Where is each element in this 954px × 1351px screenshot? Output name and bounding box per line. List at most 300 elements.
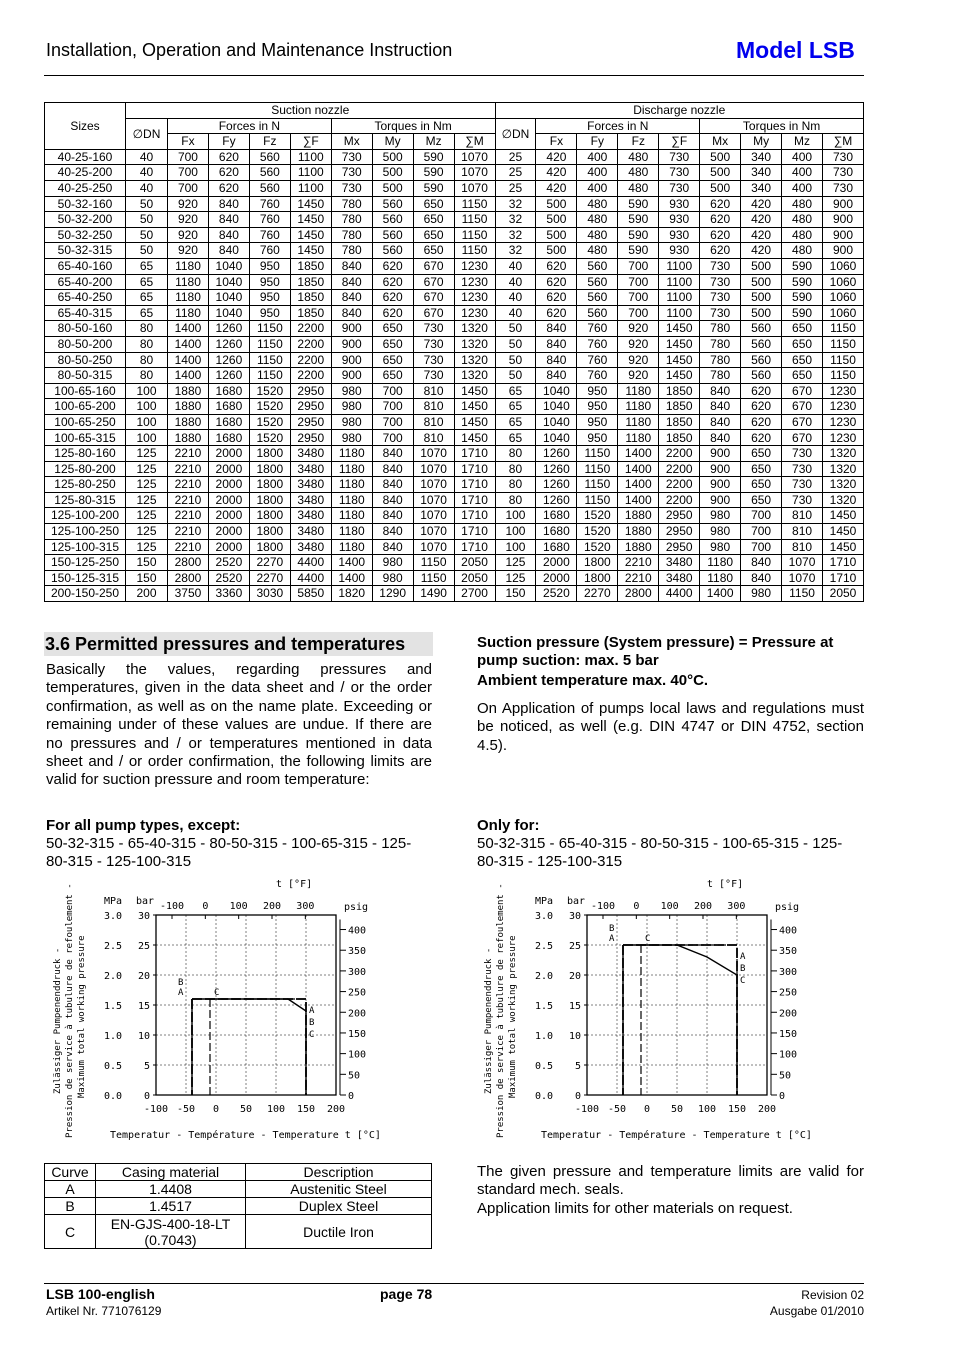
value-cell: 950 <box>249 305 290 321</box>
value-cell: 100 <box>126 383 168 399</box>
value-cell: 50 <box>495 352 536 368</box>
value-cell: 620 <box>536 305 577 321</box>
value-cell: 1880 <box>168 383 209 399</box>
value-cell: 620 <box>372 290 413 306</box>
mpa-tick-label: 0.5 <box>534 1061 553 1072</box>
value-cell: 1260 <box>536 492 577 508</box>
value-cell: 100 <box>126 414 168 430</box>
value-cell: 1880 <box>618 508 659 524</box>
table-row <box>45 305 864 321</box>
value-cell: 1490 <box>413 586 454 602</box>
curve-cell: C <box>45 1215 96 1249</box>
description-header: Description <box>246 1164 432 1181</box>
suction-dn-header: ∅DN <box>126 118 168 149</box>
value-cell: 560 <box>249 149 290 165</box>
value-cell: 340 <box>741 149 782 165</box>
value-cell: 1060 <box>823 258 864 274</box>
table-row <box>45 570 864 586</box>
value-cell: 900 <box>700 446 741 462</box>
value-cell: 730 <box>413 352 454 368</box>
value-cell: 1150 <box>577 461 618 477</box>
value-cell: 80 <box>126 336 168 352</box>
value-cell: 400 <box>782 165 823 181</box>
value-cell: 560 <box>577 305 618 321</box>
value-cell: 1180 <box>331 539 372 555</box>
value-cell: 1800 <box>249 524 290 540</box>
value-cell: 1520 <box>249 414 290 430</box>
value-cell: 500 <box>741 258 782 274</box>
value-cell: 50 <box>495 368 536 384</box>
value-cell: 1290 <box>372 586 413 602</box>
component-header-row <box>45 134 864 150</box>
value-cell: 900 <box>331 321 372 337</box>
value-cell: 1150 <box>454 212 495 228</box>
value-cell: 1070 <box>454 180 495 196</box>
seal-limits-note: The given pressure and temperature limits are valid for standard mech. seals. <box>477 1163 864 1199</box>
value-cell: 1150 <box>454 227 495 243</box>
value-cell: 730 <box>700 305 741 321</box>
value-cell: 3480 <box>290 446 331 462</box>
value-cell: 1520 <box>577 539 618 555</box>
bar-tick-label: 25 <box>137 941 150 952</box>
value-cell: 670 <box>413 305 454 321</box>
value-cell: 1180 <box>168 290 209 306</box>
value-cell: 1400 <box>168 321 209 337</box>
value-cell: 2950 <box>290 399 331 415</box>
value-cell: 840 <box>536 336 577 352</box>
value-cell: 1520 <box>249 383 290 399</box>
value-cell: 1180 <box>618 383 659 399</box>
value-cell: 2700 <box>454 586 495 602</box>
value-cell: 730 <box>700 274 741 290</box>
mpa-tick-label: 1.0 <box>103 1031 122 1042</box>
table-row <box>45 508 864 524</box>
value-cell: 780 <box>700 336 741 352</box>
size-cell: 100-65-160 <box>45 383 126 399</box>
value-cell: 1180 <box>700 570 741 586</box>
value-cell: 1680 <box>208 430 249 446</box>
value-cell: 80 <box>495 492 536 508</box>
y-side-label: Pression de service à tubulure de refoulement - <box>65 883 75 1138</box>
discharge-forces-header: Forces in N <box>536 118 700 134</box>
value-cell: 950 <box>577 383 618 399</box>
value-cell: 1230 <box>454 305 495 321</box>
table-row <box>45 227 864 243</box>
value-cell: 40 <box>495 305 536 321</box>
value-cell: 930 <box>659 212 700 228</box>
value-cell: 980 <box>331 399 372 415</box>
table-row <box>45 539 864 555</box>
material-cell: 1.4408 <box>96 1181 246 1198</box>
value-cell: 1400 <box>168 352 209 368</box>
value-cell: 1400 <box>700 586 741 602</box>
value-cell: 1880 <box>168 414 209 430</box>
value-cell: 1100 <box>659 258 700 274</box>
value-cell: 1070 <box>782 555 823 571</box>
value-cell: 1150 <box>413 555 454 571</box>
value-cell: 150 <box>126 570 168 586</box>
value-cell: 2950 <box>290 414 331 430</box>
value-cell: 400 <box>577 180 618 196</box>
value-cell: 1400 <box>168 368 209 384</box>
value-cell: 1100 <box>659 290 700 306</box>
value-cell: 840 <box>208 227 249 243</box>
value-cell: 780 <box>700 352 741 368</box>
value-cell: 1230 <box>454 290 495 306</box>
size-cell: 125-80-250 <box>45 477 126 493</box>
value-cell: 760 <box>249 227 290 243</box>
value-cell: 2000 <box>536 570 577 586</box>
value-cell: 125 <box>495 555 536 571</box>
value-cell: 1800 <box>249 477 290 493</box>
series-label-c: C <box>214 988 220 998</box>
table-row <box>45 321 864 337</box>
value-cell: 620 <box>700 227 741 243</box>
value-cell: 1450 <box>823 539 864 555</box>
bar-tick-label: 10 <box>568 1031 581 1042</box>
footer-doc-id: LSB 100-english <box>46 1286 155 1302</box>
value-cell: 920 <box>618 321 659 337</box>
value-cell: 2200 <box>290 368 331 384</box>
value-cell: 1800 <box>249 461 290 477</box>
value-cell: 2000 <box>208 492 249 508</box>
value-cell: 650 <box>413 243 454 259</box>
value-cell: 1320 <box>823 446 864 462</box>
value-cell: 650 <box>372 321 413 337</box>
value-cell: 125 <box>126 508 168 524</box>
value-cell: 4400 <box>290 555 331 571</box>
value-cell: 2950 <box>290 383 331 399</box>
material-cell: 1.4517 <box>96 1198 246 1215</box>
value-cell: 1260 <box>536 446 577 462</box>
value-cell: 840 <box>741 555 782 571</box>
value-cell: 1040 <box>536 414 577 430</box>
value-cell: 1800 <box>249 446 290 462</box>
value-cell: 730 <box>782 492 823 508</box>
value-cell: 900 <box>700 461 741 477</box>
value-cell: 1680 <box>536 508 577 524</box>
value-cell: 200 <box>126 586 168 602</box>
value-cell: 620 <box>208 165 249 181</box>
value-cell: 1680 <box>536 524 577 540</box>
regulations-note: On Application of pumps local laws and regulations must be noticed, as well (e.g. DIN 4747 or DIN 4752, section 4.5). <box>477 700 864 754</box>
mpa-tick-label: 2.5 <box>103 941 122 952</box>
value-cell: 480 <box>577 196 618 212</box>
value-cell: 1400 <box>618 446 659 462</box>
value-cell: 1850 <box>290 258 331 274</box>
value-cell: 2210 <box>168 446 209 462</box>
value-cell: 840 <box>331 290 372 306</box>
value-cell: 50 <box>126 196 168 212</box>
series-line-c <box>210 999 306 1095</box>
value-cell: 650 <box>782 321 823 337</box>
size-cell: 80-50-250 <box>45 352 126 368</box>
table-row <box>45 243 864 259</box>
component-header: Fy <box>577 134 618 150</box>
value-cell: 980 <box>741 586 782 602</box>
fahrenheit-tick-label: 0 <box>202 901 209 912</box>
size-cell: 40-25-250 <box>45 180 126 196</box>
psig-axis-label: psig <box>775 902 800 913</box>
value-cell: 670 <box>413 258 454 274</box>
table-row <box>45 446 864 462</box>
bar-axis-label: bar <box>136 896 155 907</box>
size-cell: 50-32-200 <box>45 212 126 228</box>
value-cell: 730 <box>782 477 823 493</box>
materials-request-note: Application limits for other materials on request. <box>477 1200 793 1217</box>
value-cell: 1450 <box>290 243 331 259</box>
value-cell: 730 <box>659 149 700 165</box>
mpa-tick-label: 3.0 <box>534 911 553 922</box>
y-side-label: Maximum total working pressure <box>508 935 518 1098</box>
materials-table <box>44 1163 432 1249</box>
value-cell: 590 <box>413 149 454 165</box>
curve-header: Curve <box>45 1164 96 1181</box>
table-row <box>45 274 864 290</box>
value-cell: 900 <box>823 196 864 212</box>
mpa-tick-label: 0.5 <box>103 1061 122 1072</box>
value-cell: 1450 <box>659 368 700 384</box>
value-cell: 1150 <box>249 352 290 368</box>
value-cell: 80 <box>495 477 536 493</box>
value-cell: 1320 <box>454 321 495 337</box>
mpa-tick-label: 3.0 <box>103 911 122 922</box>
value-cell: 700 <box>618 258 659 274</box>
value-cell: 1450 <box>659 352 700 368</box>
value-cell: 670 <box>782 414 823 430</box>
value-cell: 1150 <box>782 586 823 602</box>
value-cell: 650 <box>741 492 782 508</box>
y-side-label: Zulässiger Pumpenenddruck - <box>484 947 494 1094</box>
value-cell: 730 <box>700 290 741 306</box>
value-cell: 1850 <box>659 399 700 415</box>
value-cell: 480 <box>618 165 659 181</box>
value-cell: 1260 <box>536 477 577 493</box>
value-cell: 2050 <box>454 555 495 571</box>
value-cell: 650 <box>413 212 454 228</box>
component-header: Fx <box>536 134 577 150</box>
value-cell: 980 <box>700 524 741 540</box>
value-cell: 590 <box>782 258 823 274</box>
value-cell: 2050 <box>454 570 495 586</box>
component-header: ∑F <box>290 134 331 150</box>
value-cell: 1320 <box>823 477 864 493</box>
table-row <box>45 212 864 228</box>
value-cell: 400 <box>577 165 618 181</box>
value-cell: 480 <box>577 227 618 243</box>
value-cell: 500 <box>372 149 413 165</box>
value-cell: 590 <box>618 196 659 212</box>
value-cell: 2050 <box>823 586 864 602</box>
value-cell: 560 <box>741 352 782 368</box>
value-cell: 1060 <box>823 290 864 306</box>
value-cell: 2000 <box>208 461 249 477</box>
value-cell: 840 <box>536 368 577 384</box>
value-cell: 1880 <box>618 524 659 540</box>
value-cell: 650 <box>741 461 782 477</box>
value-cell: 3480 <box>290 477 331 493</box>
series-line-c <box>641 945 737 1095</box>
value-cell: 1710 <box>454 461 495 477</box>
value-cell: 420 <box>536 180 577 196</box>
size-cell: 125-80-160 <box>45 446 126 462</box>
size-cell: 125-100-315 <box>45 539 126 555</box>
value-cell: 32 <box>495 227 536 243</box>
value-cell: 1450 <box>290 227 331 243</box>
psig-tick-label: 50 <box>348 1070 361 1082</box>
value-cell: 930 <box>659 227 700 243</box>
value-cell: 500 <box>741 290 782 306</box>
value-cell: 1850 <box>659 414 700 430</box>
value-cell: 700 <box>168 165 209 181</box>
value-cell: 1850 <box>659 430 700 446</box>
fahrenheit-tick-label: -100 <box>590 901 616 912</box>
size-cell: 50-32-315 <box>45 243 126 259</box>
value-cell: 1180 <box>618 430 659 446</box>
component-header: Mz <box>782 134 823 150</box>
value-cell: 840 <box>372 446 413 462</box>
value-cell: 620 <box>372 305 413 321</box>
size-cell: 125-100-200 <box>45 508 126 524</box>
value-cell: 1450 <box>659 321 700 337</box>
suction-pressure-limit: Suction pressure (System pressure) = Pressure at pump suction: max. 5 bar <box>477 634 834 670</box>
fahrenheit-tick-label: 100 <box>660 901 679 912</box>
footer-article-number: Artikel Nr. 771076129 <box>46 1304 162 1318</box>
value-cell: 650 <box>413 227 454 243</box>
value-cell: 810 <box>413 399 454 415</box>
value-cell: 420 <box>741 212 782 228</box>
value-cell: 2200 <box>659 492 700 508</box>
component-header: ∑M <box>454 134 495 150</box>
value-cell: 560 <box>249 165 290 181</box>
value-cell: 900 <box>331 352 372 368</box>
value-cell: 590 <box>413 180 454 196</box>
value-cell: 1070 <box>413 524 454 540</box>
value-cell: 2200 <box>290 321 331 337</box>
size-cell: 200-150-250 <box>45 586 126 602</box>
series-end-label-a: A <box>309 1006 315 1016</box>
value-cell: 560 <box>372 227 413 243</box>
value-cell: 730 <box>413 321 454 337</box>
value-cell: 80 <box>495 446 536 462</box>
value-cell: 2210 <box>168 477 209 493</box>
value-cell: 2200 <box>290 352 331 368</box>
value-cell: 32 <box>495 196 536 212</box>
value-cell: 1040 <box>536 383 577 399</box>
value-cell: 840 <box>700 430 741 446</box>
bar-tick-label: 20 <box>137 971 150 982</box>
value-cell: 480 <box>577 243 618 259</box>
bar-tick-label: 25 <box>568 941 581 952</box>
value-cell: 500 <box>536 212 577 228</box>
value-cell: 32 <box>495 243 536 259</box>
value-cell: 420 <box>741 243 782 259</box>
mpa-tick-label: 1.0 <box>534 1031 553 1042</box>
value-cell: 2270 <box>249 555 290 571</box>
value-cell: 1150 <box>823 321 864 337</box>
value-cell: 1680 <box>208 414 249 430</box>
value-cell: 1040 <box>208 274 249 290</box>
value-cell: 560 <box>741 321 782 337</box>
value-cell: 810 <box>413 383 454 399</box>
value-cell: 840 <box>331 305 372 321</box>
series-end-label-b: B <box>309 1018 315 1028</box>
value-cell: 1820 <box>331 586 372 602</box>
footer-divider <box>44 1283 864 1284</box>
value-cell: 3480 <box>290 508 331 524</box>
value-cell: 1850 <box>290 274 331 290</box>
value-cell: 1150 <box>454 243 495 259</box>
value-cell: 590 <box>618 212 659 228</box>
value-cell: 590 <box>618 227 659 243</box>
value-cell: 700 <box>618 274 659 290</box>
table-row <box>45 196 864 212</box>
value-cell: 560 <box>372 196 413 212</box>
series-label-a: A <box>178 988 184 998</box>
section-heading: 3.6 Permitted pressures and temperatures <box>44 632 433 656</box>
table-row <box>45 477 864 493</box>
value-cell: 900 <box>823 227 864 243</box>
value-cell: 730 <box>823 165 864 181</box>
fahrenheit-axis-label: t [°F] <box>276 879 313 890</box>
value-cell: 100 <box>495 524 536 540</box>
value-cell: 700 <box>618 305 659 321</box>
value-cell: 1260 <box>208 352 249 368</box>
value-cell: 2210 <box>618 570 659 586</box>
value-cell: 900 <box>823 243 864 259</box>
size-cell: 50-32-160 <box>45 196 126 212</box>
table-row <box>45 461 864 477</box>
value-cell: 4400 <box>659 586 700 602</box>
value-cell: 950 <box>249 274 290 290</box>
series-line-a <box>623 945 737 1095</box>
curve-cell: B <box>45 1198 96 1215</box>
value-cell: 2950 <box>290 430 331 446</box>
value-cell: 620 <box>372 274 413 290</box>
psig-tick-label: 350 <box>348 946 367 958</box>
value-cell: 650 <box>372 336 413 352</box>
fahrenheit-axis-label: t [°F] <box>707 879 744 890</box>
value-cell: 1850 <box>290 290 331 306</box>
value-cell: 40 <box>495 258 536 274</box>
component-header: Fz <box>249 134 290 150</box>
series-label-a: A <box>609 934 615 944</box>
value-cell: 650 <box>741 446 782 462</box>
value-cell: 480 <box>577 212 618 228</box>
value-cell: 1040 <box>536 430 577 446</box>
value-cell: 40 <box>126 165 168 181</box>
value-cell: 480 <box>782 212 823 228</box>
value-cell: 930 <box>659 243 700 259</box>
value-cell: 760 <box>577 368 618 384</box>
value-cell: 65 <box>495 399 536 415</box>
value-cell: 1320 <box>454 352 495 368</box>
table-row <box>45 352 864 368</box>
psig-tick-label: 250 <box>348 987 367 999</box>
left-chart-pump-list: 50-32-315 - 65-40-315 - 80-50-315 - 100-65-315 - 125-80-315 - 125-100-315 <box>46 835 412 871</box>
value-cell: 125 <box>495 570 536 586</box>
value-cell: 500 <box>372 165 413 181</box>
value-cell: 1150 <box>823 368 864 384</box>
value-cell: 1150 <box>823 336 864 352</box>
value-cell: 2950 <box>659 539 700 555</box>
value-cell: 780 <box>700 321 741 337</box>
value-cell: 700 <box>741 539 782 555</box>
series-end-label-b: B <box>740 964 746 974</box>
value-cell: 900 <box>700 492 741 508</box>
value-cell: 1060 <box>823 274 864 290</box>
value-cell: 80 <box>126 321 168 337</box>
